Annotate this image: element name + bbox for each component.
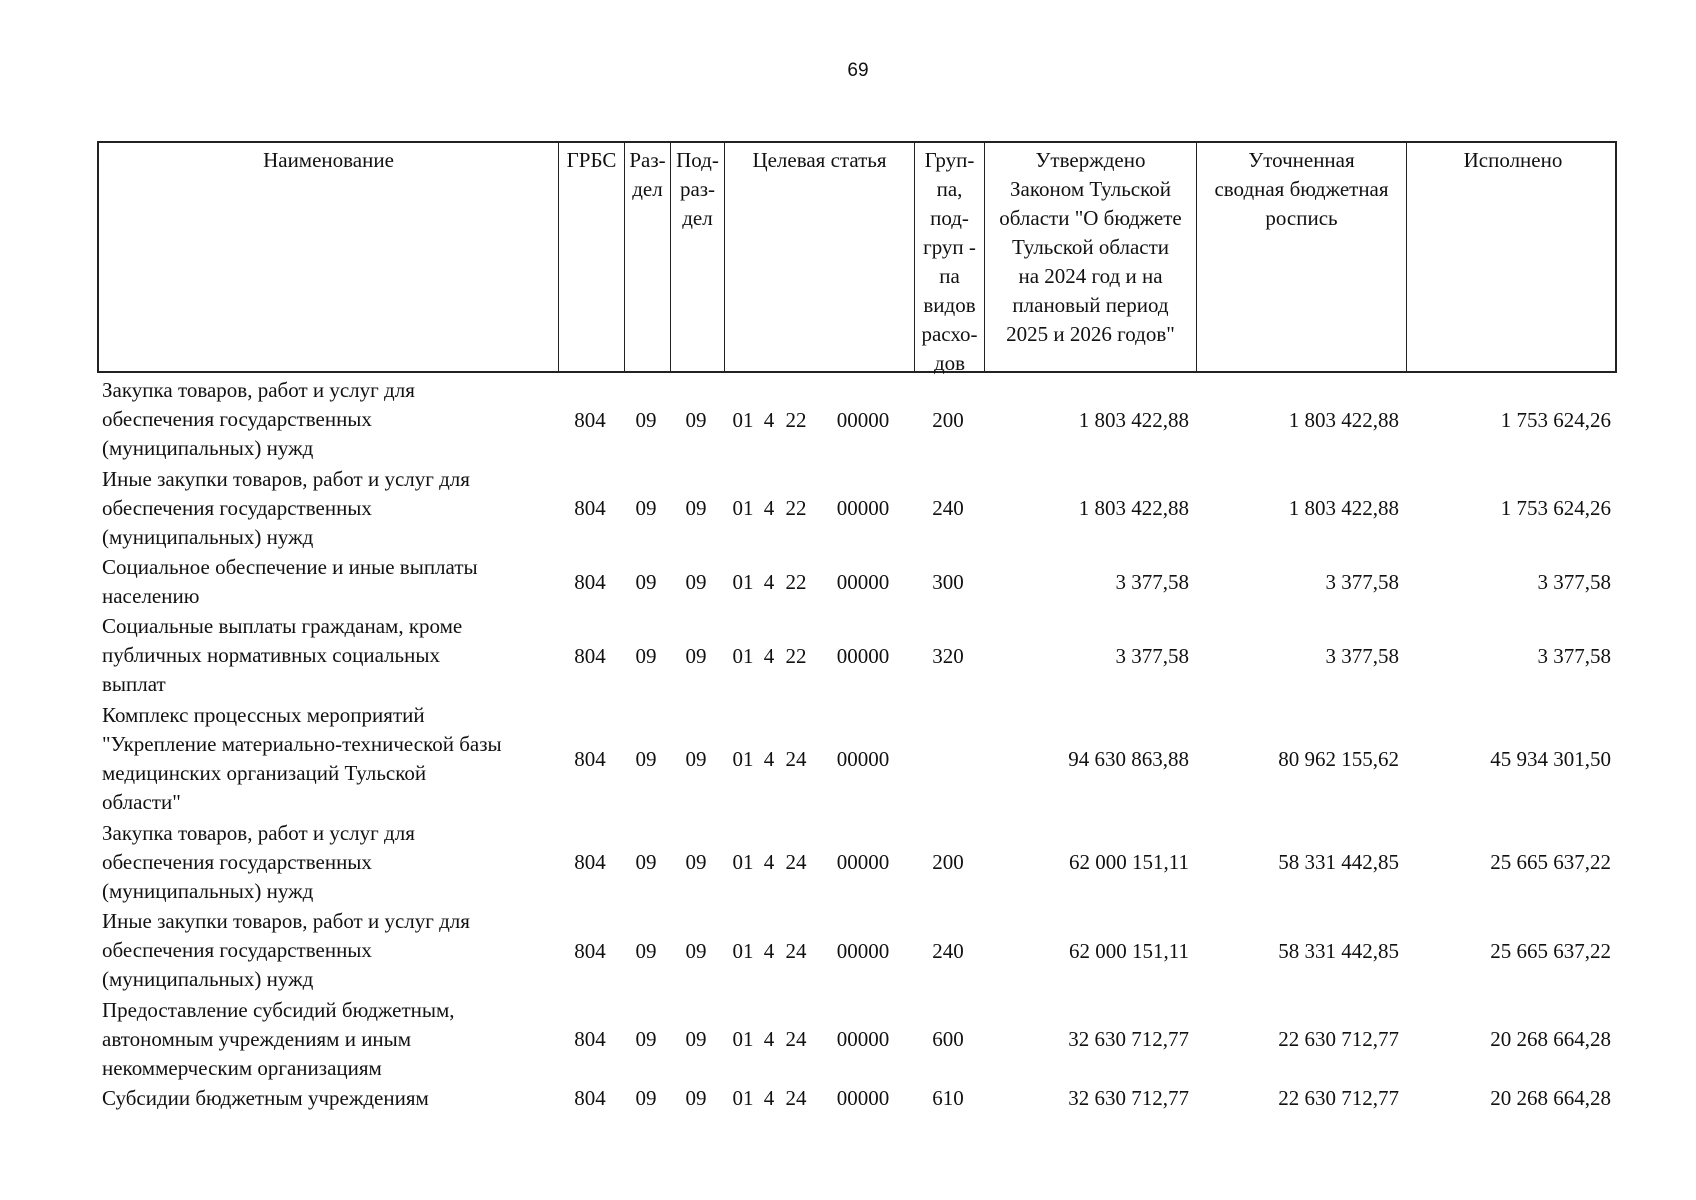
cell-grbs: 804 — [574, 1086, 606, 1111]
cell-razdel: 09 — [635, 407, 657, 432]
cell-razdel: 09 — [635, 747, 657, 771]
cell-target-direction: 00000 — [836, 570, 890, 594]
cell-grbs: 804 — [574, 407, 606, 432]
header-name: Наименование — [99, 143, 559, 371]
cell-target-type: 4 — [763, 1027, 775, 1052]
cell-refined: 22 630 712,77 — [1278, 1027, 1399, 1052]
cell-target-program: 01 — [732, 1027, 754, 1052]
cell-target-structure: 22 — [785, 496, 807, 521]
cell-expense-group: 610 — [932, 1086, 964, 1111]
cell-razdel: 09 — [635, 1027, 657, 1052]
cell-grbs: 804 — [574, 850, 606, 875]
cell-approved: 32 630 712,77 — [1068, 1086, 1189, 1111]
cell-executed: 1 753 624,26 — [1500, 496, 1611, 521]
cell-name — [102, 907, 562, 996]
cell-name-line: Закупка товаров, работ и услуг для — [102, 820, 415, 845]
cell-razdel: 09 — [635, 496, 657, 521]
table-row — [97, 376, 1617, 465]
cell-podrazdel: 09 — [685, 938, 707, 963]
cell-approved: 94 630 863,88 — [1068, 747, 1189, 771]
cell-expense-group: 200 — [932, 850, 964, 875]
cell-name-line: Комплекс процессных мероприятий — [102, 702, 425, 727]
table-row — [97, 907, 1617, 996]
cell-target-program: 01 — [732, 938, 754, 963]
cell-name-line: населению — [102, 584, 200, 608]
cell-name-line: "Укрепление материально-технической базы — [102, 731, 502, 756]
cell-refined: 1 803 422,88 — [1288, 407, 1399, 432]
cell-grbs: 804 — [574, 938, 606, 963]
cell-target-direction: 00000 — [836, 1086, 890, 1111]
cell-approved: 62 000 151,11 — [1069, 938, 1189, 963]
cell-refined: 80 962 155,62 — [1278, 747, 1399, 771]
cell-expense-group — [913, 701, 983, 819]
cell-target-type: 4 — [763, 643, 775, 668]
cell-razdel: 09 — [635, 1086, 657, 1111]
cell-target-type: 4 — [763, 570, 775, 594]
cell-podrazdel: 09 — [685, 850, 707, 875]
cell-name — [102, 612, 562, 701]
cell-name-line: обеспечения государственных — [102, 938, 372, 962]
cell-target-direction: 00000 — [836, 850, 890, 875]
cell-expense-group: 300 — [932, 570, 964, 594]
cell-podrazdel: 09 — [685, 570, 707, 594]
cell-name — [102, 465, 562, 554]
cell-target-program: 01 — [732, 850, 754, 875]
cell-refined: 58 331 442,85 — [1278, 850, 1399, 875]
header-razdel: Раз- дел — [625, 143, 671, 371]
cell-name-line: Субсидии бюджетным учреждениям — [102, 1086, 429, 1110]
cell-name-line: Социальное обеспечение и иные выплаты — [102, 555, 478, 579]
cell-approved: 32 630 712,77 — [1068, 1027, 1189, 1052]
cell-executed: 25 665 637,22 — [1490, 850, 1611, 875]
header-expense-group: Груп- па, под- груп - па видов расхо- дов — [915, 143, 985, 371]
cell-target-program: 01 — [732, 407, 754, 432]
page-number: 69 — [847, 60, 869, 81]
cell-target-type: 4 — [763, 407, 775, 432]
cell-target-structure: 22 — [785, 570, 807, 594]
cell-approved: 3 377,58 — [1115, 643, 1189, 668]
cell-name — [102, 376, 562, 465]
cell-name — [102, 1084, 562, 1114]
cell-name — [102, 553, 562, 612]
cell-name-line: некоммерческим организациям — [102, 1055, 382, 1080]
cell-executed: 20 268 664,28 — [1490, 1086, 1611, 1111]
cell-executed: 3 377,58 — [1537, 570, 1611, 594]
header-target-article: Целевая статья — [725, 143, 915, 371]
cell-refined: 3 377,58 — [1325, 643, 1399, 668]
cell-target-type: 4 — [763, 1086, 775, 1111]
cell-target-structure: 22 — [785, 643, 807, 668]
cell-grbs: 804 — [574, 570, 606, 594]
table-row — [97, 465, 1617, 554]
header-approved: Утверждено Законом Тульской области "О бюджете Тульской области на 2024 год и на плановый период 2025 и 2026 годов" — [985, 143, 1197, 371]
cell-grbs: 804 — [574, 496, 606, 521]
cell-approved: 1 803 422,88 — [1078, 496, 1189, 521]
cell-target-program: 01 — [732, 496, 754, 521]
cell-podrazdel: 09 — [685, 1027, 707, 1052]
cell-grbs: 804 — [574, 643, 606, 668]
table-row — [97, 819, 1617, 908]
cell-name-line: Социальные выплаты гражданам, кроме — [102, 614, 463, 638]
cell-refined: 3 377,58 — [1325, 570, 1399, 594]
cell-grbs: 804 — [574, 747, 606, 771]
cell-target-program: 01 — [732, 747, 754, 771]
cell-target-program: 01 — [732, 643, 754, 668]
cell-target-structure: 24 — [785, 850, 807, 875]
cell-target-direction: 00000 — [836, 938, 890, 963]
cell-expense-group: 600 — [932, 1027, 964, 1052]
header-refined: Уточненная сводная бюджетная роспись — [1197, 143, 1407, 371]
cell-expense-group: 200 — [932, 407, 964, 432]
cell-refined: 58 331 442,85 — [1278, 938, 1399, 963]
cell-target-direction: 00000 — [836, 407, 890, 432]
cell-name-line: Иные закупки товаров, работ и услуг для — [102, 909, 470, 933]
cell-name-line: публичных нормативных социальных — [102, 643, 440, 667]
cell-name-line: обеспечения государственных — [102, 849, 372, 874]
cell-target-direction: 00000 — [836, 496, 890, 521]
cell-executed: 3 377,58 — [1537, 643, 1611, 668]
cell-target-structure: 22 — [785, 407, 807, 432]
cell-name-line: (муниципальных) нужд — [102, 524, 314, 549]
cell-executed: 1 753 624,26 — [1500, 407, 1611, 432]
cell-expense-group: 240 — [932, 496, 964, 521]
cell-target-structure: 24 — [785, 938, 807, 963]
cell-podrazdel: 09 — [685, 643, 707, 668]
cell-executed: 20 268 664,28 — [1490, 1027, 1611, 1052]
cell-podrazdel: 09 — [685, 1086, 707, 1111]
cell-target-direction: 00000 — [836, 643, 890, 668]
cell-executed: 25 665 637,22 — [1490, 938, 1611, 963]
cell-approved: 3 377,58 — [1115, 570, 1189, 594]
cell-target-program: 01 — [732, 570, 754, 594]
cell-name-line: (муниципальных) нужд — [102, 436, 314, 460]
cell-podrazdel: 09 — [685, 496, 707, 521]
cell-approved: 1 803 422,88 — [1078, 407, 1189, 432]
cell-name-line: (муниципальных) нужд — [102, 967, 314, 991]
cell-name-line: Иные закупки товаров, работ и услуг для — [102, 466, 470, 491]
cell-name-line: области" — [102, 789, 181, 814]
cell-target-type: 4 — [763, 938, 775, 963]
cell-name — [102, 819, 562, 908]
cell-refined: 22 630 712,77 — [1278, 1086, 1399, 1111]
cell-target-structure: 24 — [785, 1086, 807, 1111]
cell-name-line: автономным учреждениям и иным — [102, 1026, 412, 1051]
cell-expense-group: 320 — [932, 643, 964, 668]
header-podrazdel: Под- раз- дел — [671, 143, 725, 371]
cell-razdel: 09 — [635, 570, 657, 594]
cell-grbs: 804 — [574, 1027, 606, 1052]
cell-target-type: 4 — [763, 747, 775, 771]
cell-refined: 1 803 422,88 — [1288, 496, 1399, 521]
cell-target-type: 4 — [763, 850, 775, 875]
cell-razdel: 09 — [635, 643, 657, 668]
cell-target-type: 4 — [763, 496, 775, 521]
cell-razdel: 09 — [635, 938, 657, 963]
cell-target-direction: 00000 — [836, 747, 890, 771]
cell-name-line: обеспечения государственных — [102, 407, 372, 431]
header-grbs: ГРБС — [559, 143, 625, 371]
cell-approved: 62 000 151,11 — [1069, 850, 1189, 875]
cell-razdel: 09 — [635, 850, 657, 875]
cell-executed: 45 934 301,50 — [1490, 747, 1611, 771]
header-executed: Исполнено — [1463, 148, 1563, 172]
cell-target-structure: 24 — [785, 747, 807, 771]
cell-name-line: обеспечения государственных — [102, 495, 372, 520]
cell-podrazdel: 09 — [685, 407, 707, 432]
table-header — [97, 141, 1617, 373]
cell-target-structure: 24 — [785, 1027, 807, 1052]
cell-name-line: Закупка товаров, работ и услуг для — [102, 378, 415, 402]
table-row — [97, 553, 1617, 612]
cell-podrazdel: 09 — [685, 747, 707, 771]
cell-name-line: Предоставление субсидий бюджетным, — [102, 997, 455, 1022]
cell-expense-group: 240 — [932, 938, 964, 963]
cell-name-line: выплат — [102, 672, 166, 696]
table-row — [97, 996, 1617, 1085]
table-row — [97, 612, 1617, 701]
cell-name-line: медицинских организаций Тульской — [102, 760, 427, 785]
cell-target-direction: 00000 — [836, 1027, 890, 1052]
cell-name-line: (муниципальных) нужд — [102, 878, 314, 903]
cell-name — [102, 996, 562, 1085]
table-row — [97, 701, 1617, 819]
cell-target-program: 01 — [732, 1086, 754, 1111]
cell-name — [102, 701, 562, 819]
table-row — [97, 1084, 1617, 1114]
